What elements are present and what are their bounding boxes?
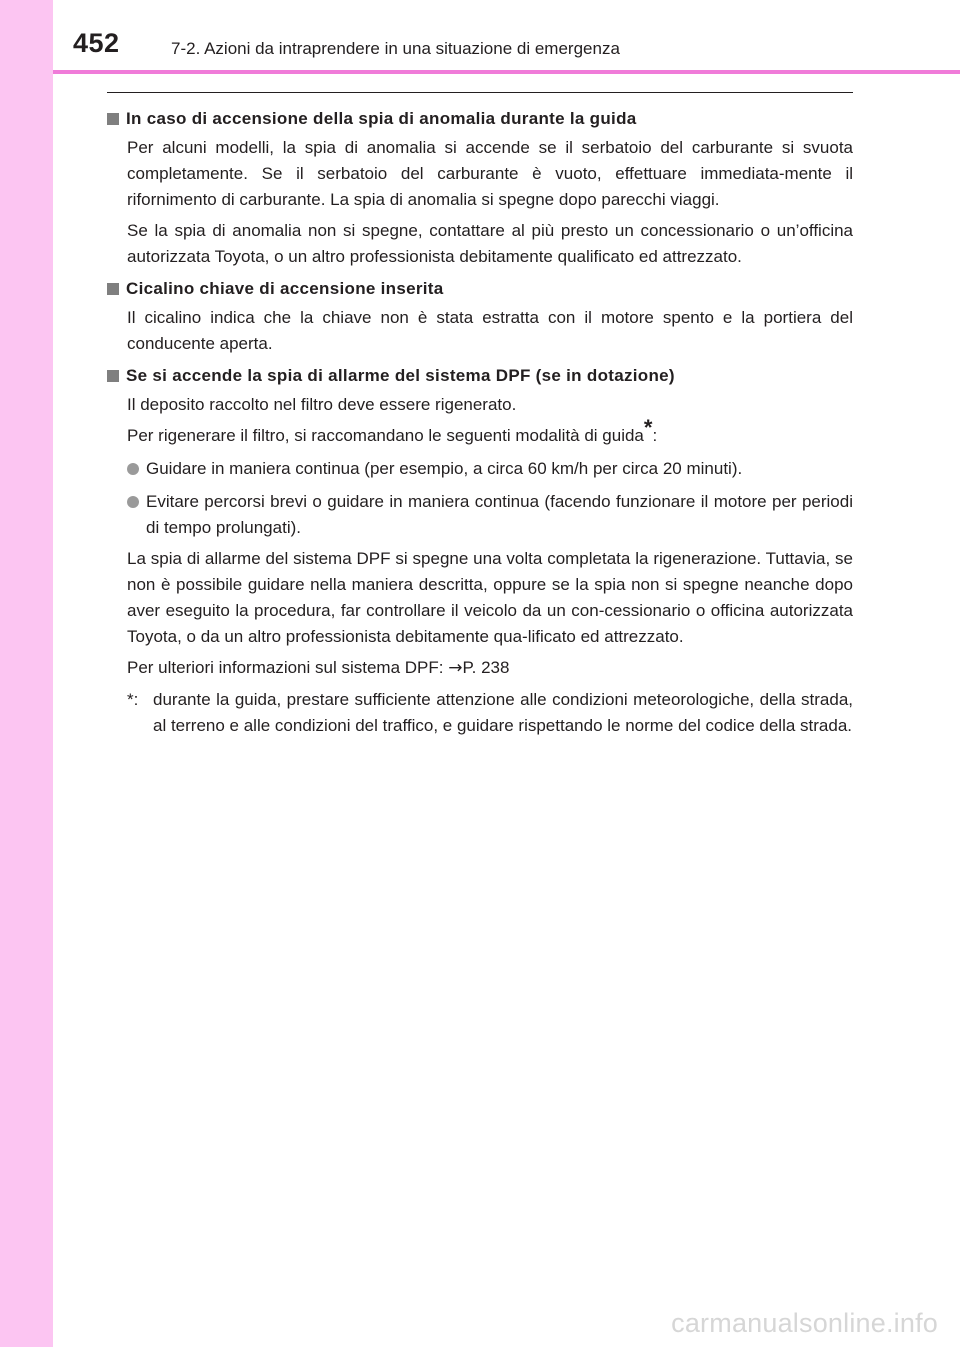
circle-bullet-icon	[127, 496, 139, 508]
page-reference-link[interactable]: P. 238	[462, 658, 510, 677]
footnote-mark: *:	[127, 690, 139, 709]
section-cicalino	[107, 276, 853, 357]
paragraph: Per alcuni modelli, la spia di anomalia si accende se il serbatoio del carburante si svuota completamente. Se il serbatoio del carburante è vuoto, effettuare immediata-mente il rifornimento di carburante. La spia di anomalia si spegne dopo parecchi viaggi.	[127, 138, 853, 209]
section-title: Se si accende la spia di allarme del sistema DPF (se in dotazione)	[107, 363, 853, 389]
footnote-text: durante la guida, prestare sufficiente attenzione alle condizioni meteorologiche, della strada, al terreno e alle condizioni del traffico, e guidare rispettando le norme del codice della strada.	[153, 690, 853, 735]
paragraph: Per rigenerare il filtro, si raccomandano le seguenti modalità di guida*:	[127, 415, 658, 445]
circle-bullet-icon	[127, 463, 139, 475]
square-bullet-icon	[107, 283, 119, 295]
paragraph: Per ulteriori informazioni sul sistema DPF: →P. 238	[127, 658, 510, 678]
square-bullet-icon	[107, 113, 119, 125]
left-color-band	[0, 0, 53, 1347]
square-bullet-icon	[107, 370, 119, 382]
content-top-rule	[107, 92, 853, 93]
list-item: Guidare in maniera continua (per esempio, a circa 60 km/h per circa 20 minuti).	[127, 456, 853, 482]
section-anomalia	[107, 106, 853, 270]
page-number: 452	[73, 28, 120, 58]
paragraph: La spia di allarme del sistema DPF si spegne una volta completata la rigenerazione. Tuttavia, se non è possibile guidare nella maniera descritta, oppure se la spia non si spegne neanche dopo aver eseguito la procedura, far controllare il veicolo da un con-cessionario o officina autorizzata Toyota, o da un altro professionista debitamente qua-lificato ed attrezzato.	[127, 549, 853, 646]
header-rule	[53, 70, 960, 74]
list-item: Evitare percorsi brevi o guidare in maniera continua (facendo funzionare il motore per periodi di tempo prolungati).	[127, 489, 853, 541]
paragraph: Il cicalino indica che la chiave non è stata estratta con il motore spento e la portiera del conducente aperta.	[127, 308, 853, 353]
page-header	[53, 0, 960, 72]
watermark: carmanualsonline.info	[671, 1308, 938, 1338]
page-content	[107, 106, 853, 745]
asterisk-mark: *	[643, 415, 653, 440]
arrow-icon: →	[448, 658, 463, 678]
section-dpf	[107, 363, 853, 739]
paragraph: Il deposito raccolto nel filtro deve essere rigenerato.	[127, 395, 517, 414]
section-title: Cicalino chiave di accensione inserita	[107, 276, 853, 302]
paragraph: Se la spia di anomalia non si spegne, contattare al più presto un concessionario o un’officina autorizzata Toyota, o un altro professionista debitamente qualificato ed attrezzato.	[127, 221, 853, 266]
section-title: In caso di accensione della spia di anomalia durante la guida	[107, 106, 853, 132]
chapter-title: 7-2. Azioni da intraprendere in una situazione di emergenza	[171, 39, 620, 58]
footnote	[127, 687, 853, 739]
